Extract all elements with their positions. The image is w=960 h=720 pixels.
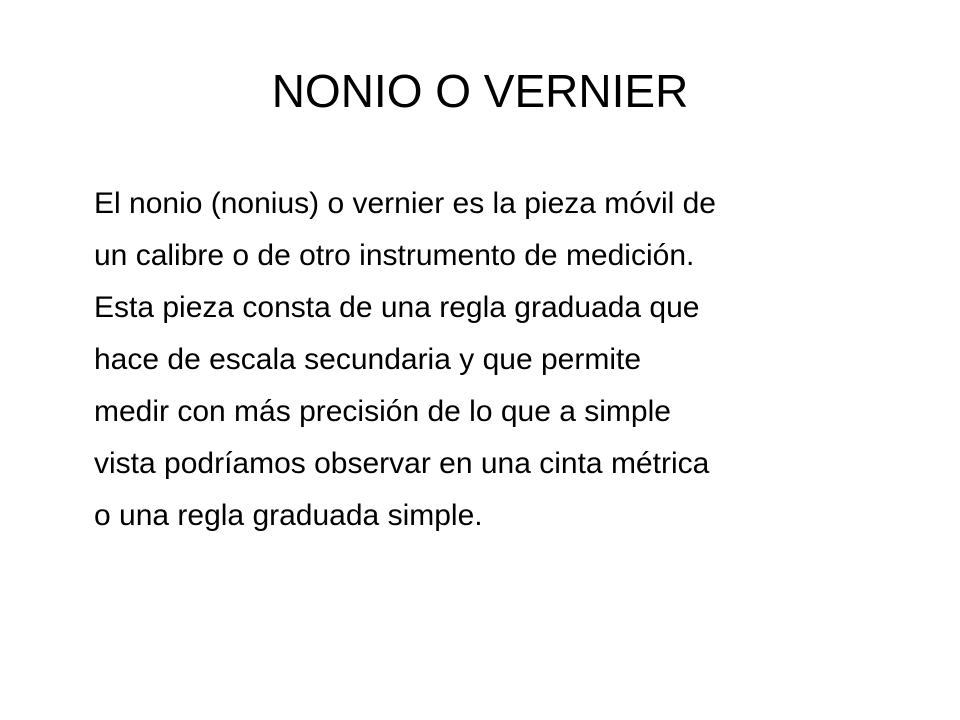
body-line: El nonio (nonius) o vernier es la pieza móvil de [94, 187, 716, 220]
body-line: hace de escala secundaria y que permite [94, 343, 642, 376]
body-line: o una regla graduada simple. [94, 499, 483, 532]
body-line: un calibre o de otro instrumento de medición. [94, 239, 695, 272]
body-line: medir con más precisión de lo que a simple [94, 395, 671, 428]
slide-body-paragraph [94, 178, 914, 542]
body-line: Esta pieza consta de una regla graduada que [94, 291, 700, 324]
body-line: vista podríamos observar en una cinta métrica [94, 447, 710, 480]
slide-title: NONIO O VERNIER [271, 65, 689, 117]
